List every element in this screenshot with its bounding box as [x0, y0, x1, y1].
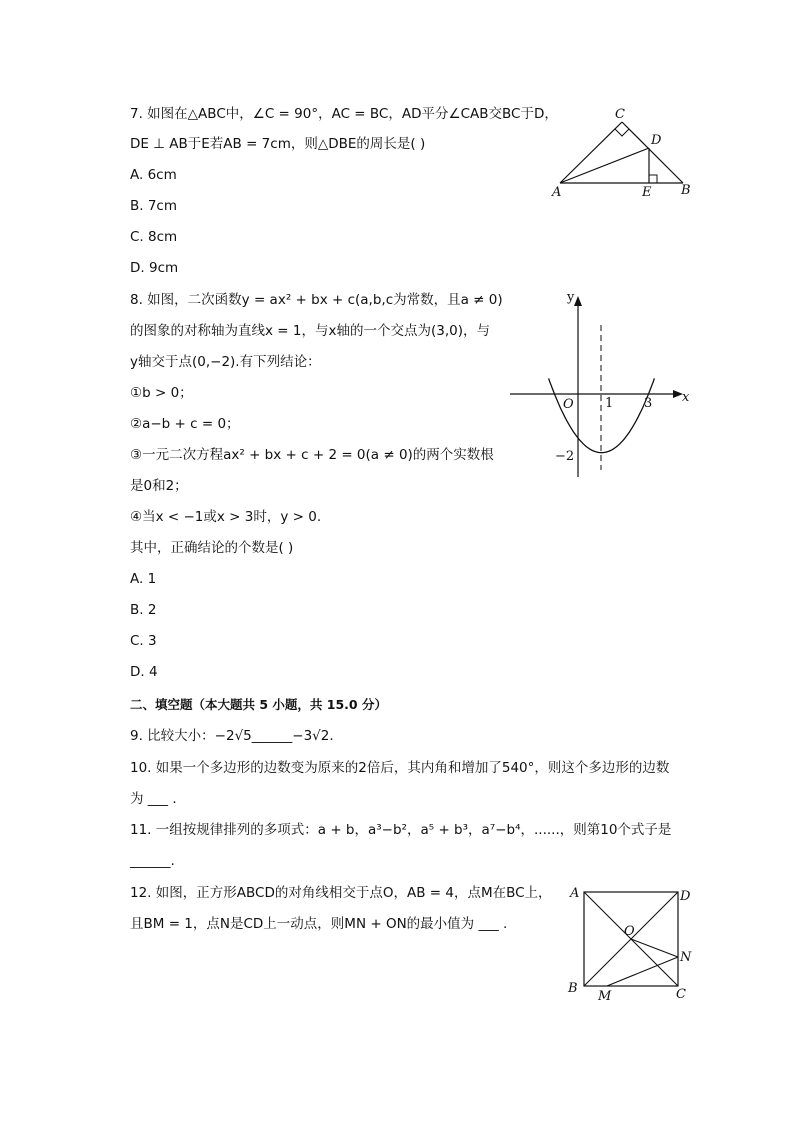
label-c: C	[676, 987, 686, 1002]
label-a: A	[570, 886, 580, 901]
label-a: A	[552, 185, 562, 200]
q8-parabola-figure	[505, 285, 700, 485]
q8-conclusion-2: ②a−b + c = 0；	[130, 416, 240, 432]
q7-line1: 7. 如图在△ABC中，∠C = 90°，AC = BC，AD平分∠CAB交BC于D，	[130, 106, 558, 122]
label-d: D	[651, 133, 662, 148]
q8-line1: 8. 如图，二次函数y = ax² + bx + c(a,b,c为常数，且a ≠ 0)	[130, 292, 503, 308]
q12-line2: 且BM = 1，点N是CD上一动点，则MN + ON的最小值为 ___ .	[130, 916, 508, 932]
label-d: D	[680, 889, 691, 904]
q8-question: 其中，正确结论的个数是( )	[130, 540, 294, 556]
q8-conclusion-3: ③一元二次方程ax² + bx + c + 2 = 0(a ≠ 0)的两个实数根	[130, 447, 494, 463]
q8-conclusion-1: ①b > 0；	[130, 385, 193, 401]
label-b: B	[568, 981, 578, 996]
q7-option-c: C. 8cm	[130, 229, 178, 245]
q11-line1: 11. 一组按规律排列的多项式：a + b，a³−b²，a⁵ + b³，a⁷−b⁴，......，则第10个式子是	[130, 822, 672, 838]
q8-line3: y轴交于点(0,−2).有下列结论：	[130, 354, 321, 370]
q8-conclusion-4: ④当x < −1或x > 3时，y > 0.	[130, 509, 322, 525]
label-three: 3	[644, 396, 653, 411]
q8-conclusion-3-cont: 是0和2；	[130, 478, 188, 494]
q7-triangle-figure	[548, 100, 698, 202]
q7-option-a: A. 6cm	[130, 167, 177, 183]
label-o: O	[624, 924, 635, 939]
q8-option-a: A. 1	[130, 571, 157, 587]
section2-heading: 二、填空题（本大题共 5 小题，共 15.0 分）	[130, 697, 387, 712]
label-m: M	[598, 989, 612, 1004]
label-e: E	[642, 185, 652, 200]
label-neg-two: −2	[555, 449, 575, 464]
y-axis-arrow	[574, 296, 582, 306]
q10-line2: 为 ___ .	[130, 791, 177, 807]
label-one: 1	[605, 396, 614, 411]
q8-option-c: C. 3	[130, 633, 157, 649]
q11-line2: ______.	[130, 853, 175, 869]
q7-line2: DE ⊥ AB于E若AB = 7cm，则△DBE的周长是( )	[130, 136, 426, 152]
label-c: C	[615, 107, 625, 122]
label-n: N	[680, 950, 692, 965]
q10-line1: 10. 如果一个多边形的边数变为原来的2倍后，其内角和增加了540°，则这个多边形的边数	[130, 760, 670, 776]
q9-line: 9. 比较大小：−2√5______−3√2.	[130, 728, 334, 744]
q8-option-d: D. 4	[130, 664, 158, 680]
q12-square-figure	[560, 880, 700, 1005]
label-o: O	[563, 397, 574, 412]
label-b: B	[681, 183, 691, 198]
q8-option-b: B. 2	[130, 602, 157, 618]
q8-line2: 的图象的对称轴为直线x = 1，与x轴的一个交点为(3,0)，与	[130, 323, 490, 339]
q12-line1: 12. 如图，正方形ABCD的对角线相交于点O，AB = 4，点M在BC上，	[130, 885, 552, 901]
label-x: x	[682, 390, 690, 405]
q7-option-b: B. 7cm	[130, 198, 178, 214]
label-y: y	[567, 290, 575, 305]
q7-option-d: D. 9cm	[130, 260, 179, 276]
